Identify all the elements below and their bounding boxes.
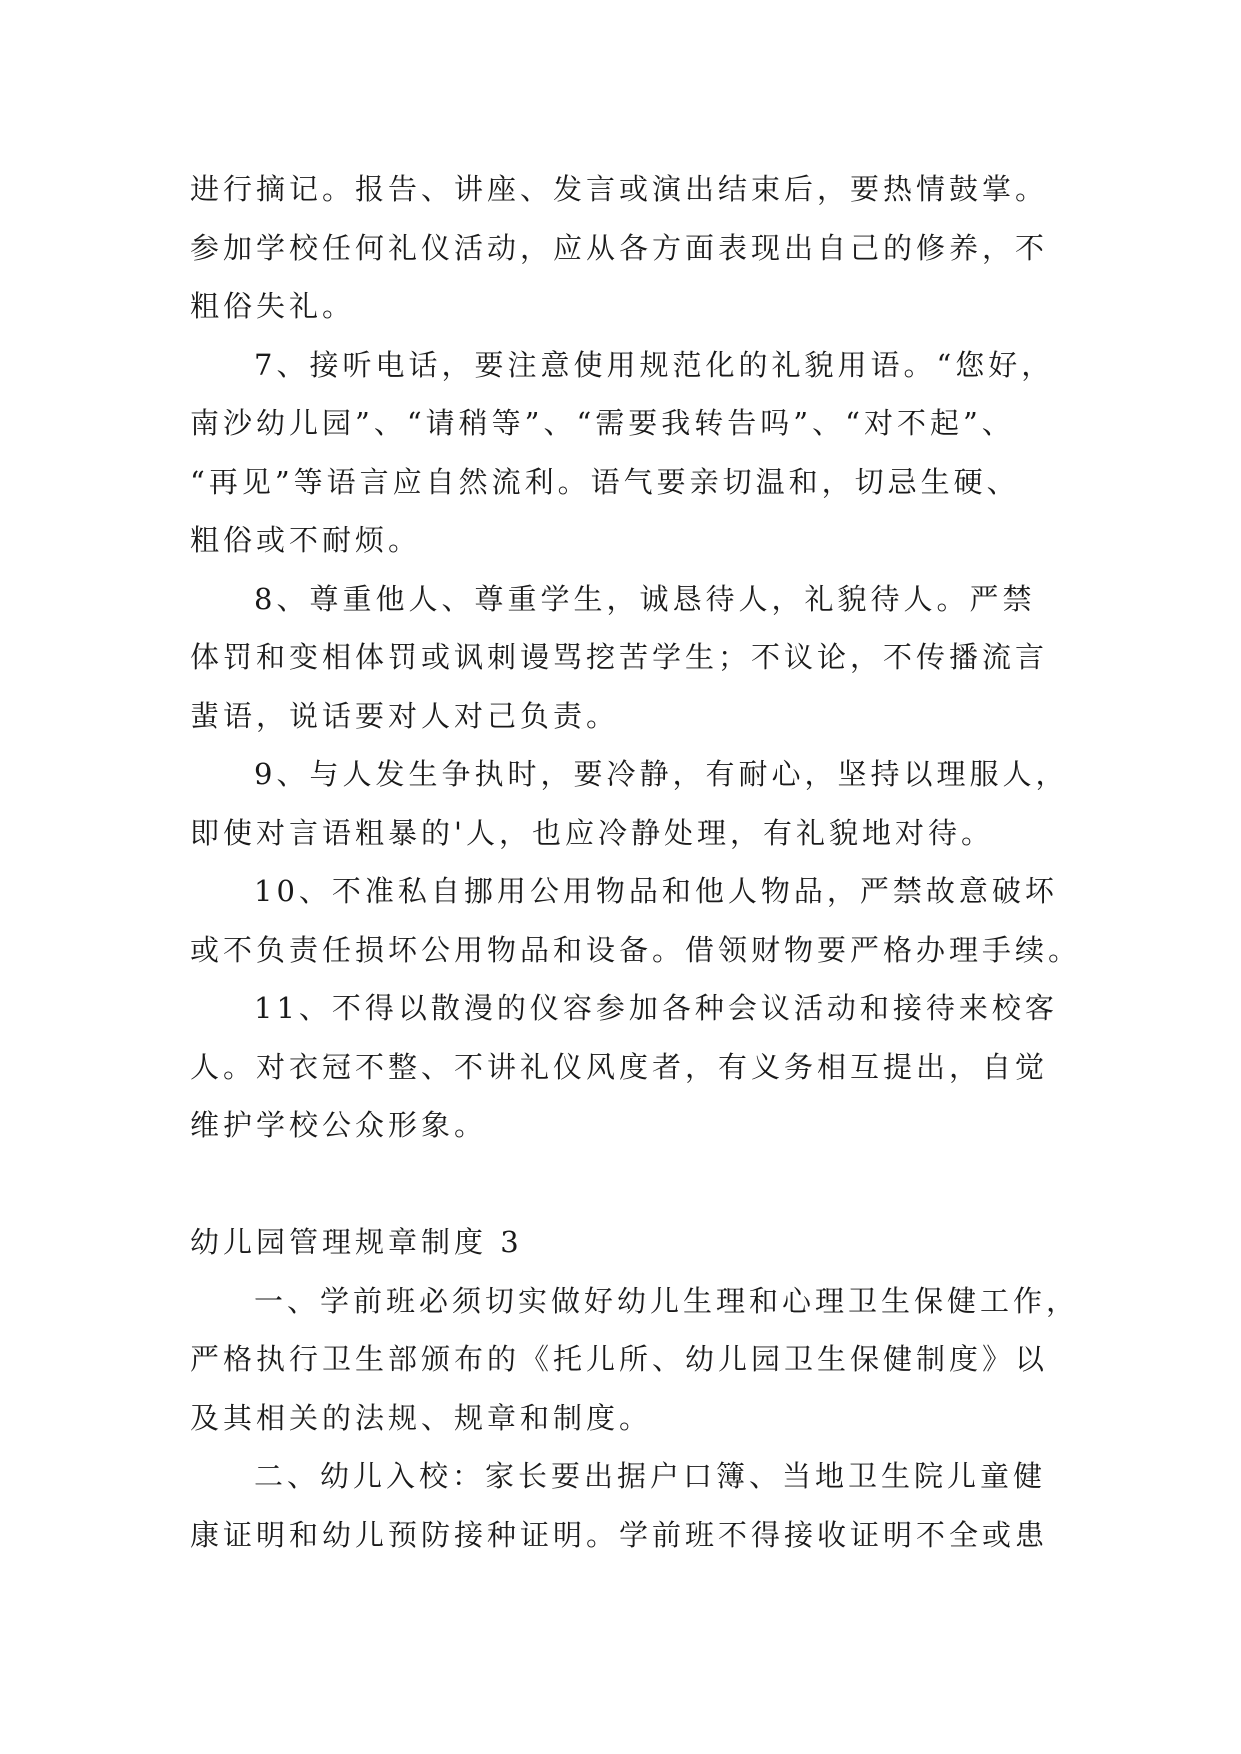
text-line: 进行摘记。报告、讲座、发言或演出结束后，要热情鼓掌。 xyxy=(190,172,1049,206)
text-line: 二、幼儿入校：家长要出据户口簿、当地卫生院儿童健 xyxy=(254,1459,1047,1493)
document-body xyxy=(190,160,1082,1564)
text-line: 维护学校公众形象。 xyxy=(190,1108,488,1142)
text-line: 康证明和幼儿预防接种证明。学前班不得接收证明不全或患 xyxy=(190,1517,1049,1552)
text-line: “再见”等语言应自然流利。语气要亲切温和，切忌生硬、 xyxy=(190,464,1020,499)
section-heading: 幼儿园管理规章制度 3 xyxy=(190,1225,523,1259)
text-line: 一、学前班必须切实做好幼儿生理和心理卫生保健工作， xyxy=(254,1283,1080,1318)
text-line: 蜚语，说话要对人对己负责。 xyxy=(190,698,620,733)
text-line: 10、不准私自挪用公用物品和他人物品，严禁故意破坏 xyxy=(254,874,1058,908)
text-line: 或不负责任损坏公用物品和设备。借领财物要严格办理手续。 xyxy=(190,932,1082,967)
text-line: 即使对言语粗暴的'人，也应冷静处理，有礼貌地对待。 xyxy=(190,815,994,850)
blank-line xyxy=(190,1155,1060,1214)
text-line: 参加学校任何礼仪活动，应从各方面表现出自己的修养，不 xyxy=(190,230,1049,265)
text-line: 人。对衣冠不整、不讲礼仪风度者，有义务相互提出，自觉 xyxy=(190,1049,1049,1084)
text-line: 粗俗失礼。 xyxy=(190,289,356,323)
text-line: 体罚和变相体罚或讽刺谩骂挖苦学生；不议论，不传播流言 xyxy=(190,640,1049,674)
text-line: 粗俗或不耐烦。 xyxy=(190,523,422,557)
text-line: 8、尊重他人、尊重学生，诚恳待人，礼貌待人。严禁 xyxy=(254,581,1036,616)
text-line: 7、接听电话，要注意使用规范化的礼貌用语。“您好， xyxy=(254,347,1055,382)
text-line: 严格执行卫生部颁布的《托儿所、幼儿园卫生保健制度》以 xyxy=(190,1342,1049,1376)
text-line: 南沙幼儿园”、“请稍等”、“需要我转告吗”、“对不起”、 xyxy=(190,406,1015,440)
text-line: 及其相关的法规、规章和制度。 xyxy=(190,1400,653,1435)
text-line: 11、不得以散漫的仪容参加各种会议活动和接待来校客 xyxy=(254,991,1058,1025)
text-line: 9、与人发生争执时，要冷静，有耐心，坚持以理服人， xyxy=(254,757,1069,791)
